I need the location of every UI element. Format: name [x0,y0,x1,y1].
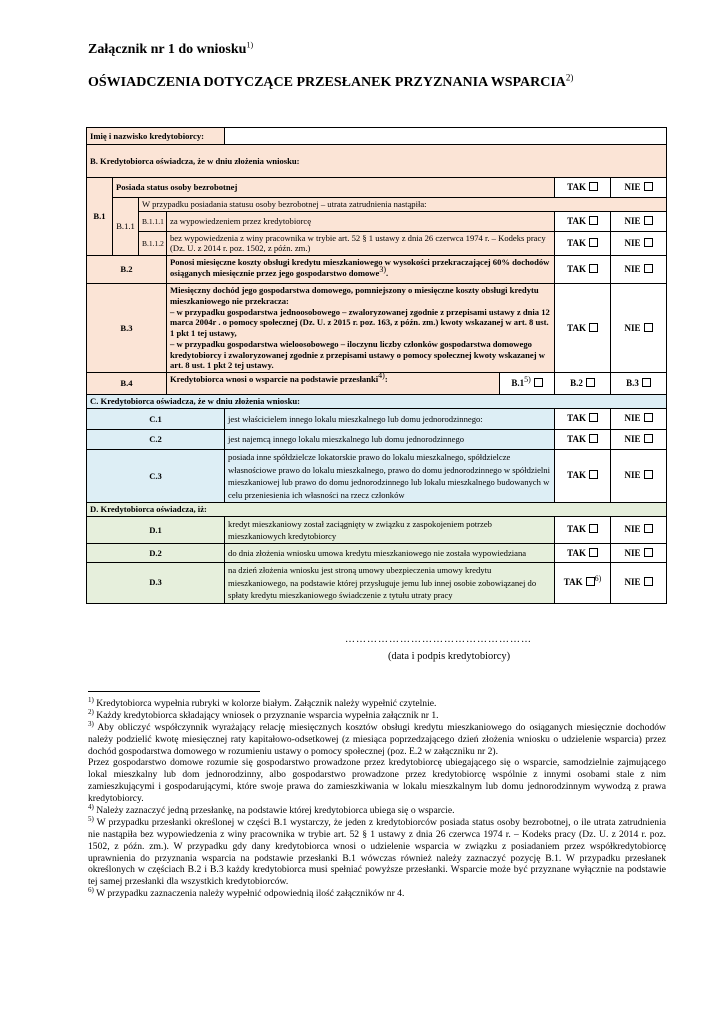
checkbox-icon[interactable] [586,378,595,387]
d1-nie[interactable]: NIE [611,517,667,544]
b2-code: B.2 [87,256,167,284]
footnote: $^{5)}$ W przypadku przesłanki określonej w części B.1 wystarczy, że jeden z kredytobiorców posiada status osoby bezrobotnej, o ile utrata zatrudnienia nie nastąpiła bez wypowiedzenia z winy pracownika w trybie art. 52 § 1 ustawy z dnia 26 czerwca 1974 r. – Kodeks pracy (Dz. U. z 2014 r. poz. 1502, z późn. zm.). W przypadku gdy dany kredytobiorca wnosi o udzielenie wsparcia w związku z posiadaniem przez współkredytobiorcę uprawnienia do przyznania wsparcia na podstawie przesłanki B.1 wówczas również należy zaznaczyć pozycję B.1. W przypadku przesłanek określonych w częściach B.2 i B.3 każdy kredytobiorca musi spełniać powyższe przesłanki. Wsparcie może być przyznane wyłącznie na podstawie tej samej przesłanki dla wszystkich kredytobiorców. [88,814,666,888]
b112-code: B.1.1.2 [139,231,167,255]
attachment-title: Załącznik nr 1 do wniosku$^{1)}$ [88,40,254,57]
b112-tak[interactable]: TAK [555,231,611,255]
section-c-header: C. Kredytobiorca oświadcza, że w dniu złożenia wniosku: [87,395,667,409]
footnote-divider [88,691,260,692]
d3-nie[interactable]: NIE [611,563,667,603]
name-label: Imię i nazwisko kredytobiorcy: [87,128,225,145]
checkbox-icon[interactable] [589,470,598,479]
name-row [87,128,667,145]
checkbox-icon[interactable] [644,216,653,225]
c2-code: C.2 [87,430,225,450]
b2-tak[interactable]: TAK [555,256,611,284]
footnote: $^{4)}$ Należy zaznaczyć jedną przesłankę, na podstawie której kredytobiorca ubiega się o wsparcie. [88,802,455,817]
checkbox-icon[interactable] [534,378,543,387]
c1-nie[interactable]: NIE [611,409,667,430]
checkbox-icon[interactable] [644,577,653,586]
checkbox-icon[interactable] [644,524,653,533]
checkbox-icon[interactable] [589,524,598,533]
section-b-header: B. Kredytobiorca oświadcza, że w dniu złożenia wniosku: [87,145,667,178]
footnote: $^{6)}$ W przypadku zaznaczenia należy wypełnić odpowiednią ilość załączników nr 4. [88,886,405,900]
d2-code: D.2 [87,544,225,563]
b1-tak[interactable]: TAK [555,178,611,198]
d1-text: kredyt mieszkaniowy został zaciągnięty w związku z zaspokojeniem potrzeb mieszkaniowych kredytobiorcy [225,517,555,544]
checkbox-icon[interactable] [644,470,653,479]
b4-text: Kredytobiorca wnosi o wsparcie na podstawie przesłanki$^{4)}$: [167,373,500,395]
b4-option-b3[interactable]: B.3 [611,373,667,395]
footnote: $^{1)}$ Kredytobiorca wypełnia rubryki w kolorze białym. Załącznik należy wypełnić czytelnie. [88,695,437,709]
b3-tak[interactable]: TAK [555,284,611,373]
c1-tak[interactable]: TAK [555,409,611,430]
c1-code: C.1 [87,409,225,430]
c3-code: C.3 [87,450,225,503]
b112-text: bez wypowiedzenia z winy pracownika w trybie art. 52 § 1 ustawy z dnia 26 czerwca 1974 r. – Kodeks pracy (Dz. U. z 2014 r. poz. 1502, z późn. zm.) [167,231,555,255]
footnote: $^{2)}$ Każdy kredytobiorca składający wniosek o przyznanie wsparcia wypełnia załącznik nr 1. [88,707,439,721]
d1-code: D.1 [87,517,225,544]
b112-nie[interactable]: NIE [611,231,667,255]
d2-text: do dnia złożenia wniosku umowa kredytu mieszkaniowego nie została wypowiedziana [225,544,555,563]
d2-tak[interactable]: TAK [555,544,611,563]
signature-label: (data i podpis kredytobiorcy) [388,651,511,662]
checkbox-icon[interactable] [644,548,653,557]
b1-text: Posiada status osoby bezrobotnej [113,178,555,198]
b111-code: B.1.1.1 [139,211,167,231]
checkbox-icon[interactable] [586,577,595,586]
checkbox-icon[interactable] [589,182,598,191]
footnotes [88,695,666,900]
footnote: Przez gospodarstwo domowe rozumie się gospodarstwo prowadzone przez kredytobiorcę ubiegającego się o wsparcie, samodzielnie zajmującego lokal mieszkalny lub dom jednorodzinny, albo gospodarstwo prowadzone przez kredytobiorcę wspólnie z innymi osobami stale z nim zamieszkującymi i gospodarującymi, które swoje prawa do zamieszkiwania w lokalu mieszkalnym lub domu jednorodzinnym wywodzą z prawa kredytobiorcy. [88,757,666,805]
b111-nie[interactable]: NIE [611,211,667,231]
b111-text: za wypowiedzeniem przez kredytobiorcę [167,211,555,231]
checkbox-icon[interactable] [642,378,651,387]
b3-code: B.3 [87,284,167,373]
c2-text: jest najemcą innego lokalu mieszkalnego lub domu jednorodzinnego [225,430,555,450]
signature-line: …………………………………………… [345,634,532,645]
b3-text: Miesięczny dochód jego gospodarstwa domowego, pomniejszony o miesięczne koszty obsługi kredytu mieszkaniowego nie przekracza: – w przypadku gospodarstwa jednoosobowego – zwaloryzowanej zgodnie z przepisami ustawy z dnia 12 marca 2004r . o pomocy społecznej (Dz. U. z 2015 r. poz. 163, z późn. zm.) kwoty wskazanej w art. 8 ust. 1 pkt 1 tej ustawy, – w przypadku gospodarstwa wieloosobowego – iloczynu liczby członków gospodarstwa domowego kredytobiorcy i zwaloryzowanej zgodnie z przepisami ustawy o pomocy społecznej kwoty wskazanej w art. 8 ust. 1 pkt 2 tej ustawy. [167,284,555,373]
footnote: $^{3)}$ Aby obliczyć współczynnik wyrażający relację miesięcznych kosztów obsługi kredytu mieszkaniowego do osiąganych miesięcznie dochodów należy podzielić kwotę miesięcznej raty kapitałowo-odsetkowej (z miesiąca poprzedzającego dzień złożenia wniosku o udzielenie wsparcia) przez dochód gospodarstwa domowego w rozumieniu ustawy o pomocy społecznej (poz. E.2 w załączniku nr 2). [88,719,666,757]
c3-nie[interactable]: NIE [611,450,667,503]
d1-tak[interactable]: TAK [555,517,611,544]
c3-text: posiada inne spółdzielcze lokatorskie prawo do lokalu mieszkalnego, spółdzielcze własnościowe prawo do lokalu mieszkalnego, prawo do domu jednorodzinnego w spółdzielni mieszkaniowej lub prawo do domu jednorodzinnego lub lokalu mieszkalnego budowanych w celu przeniesienia ich własności na rzecz członków [225,450,555,503]
section-d-header: D. Kredytobiorca oświadcza, iż: [87,503,667,517]
b1-nie[interactable]: NIE [611,178,667,198]
c1-text: jest właścicielem innego lokalu mieszkalnego lub domu jednorodzinnego: [225,409,555,430]
d3-text: na dzień złożenia wniosku jest stroną umowy ubezpieczenia umowy kredytu mieszkaniowego, na podstawie której przysługuje jemu lub innej osobie zobowiązanej do spłaty kredytu mieszkaniowego świadczenie z tytułu utraty pracy [225,563,555,603]
b11-code: B.1.1 [113,198,139,256]
checkbox-icon[interactable] [644,434,653,443]
checkbox-icon[interactable] [589,413,598,422]
checkbox-icon[interactable] [589,548,598,557]
b2-nie[interactable]: NIE [611,256,667,284]
b111-tak[interactable]: TAK [555,211,611,231]
b4-option-b2[interactable]: B.2 [555,373,611,395]
declaration-table [86,127,667,604]
checkbox-icon[interactable] [589,264,598,273]
b2-text: Ponosi miesięczne koszty obsługi kredytu mieszkaniowego w wysokości przekraczającej 60% dochodów osiąganych miesięcznie przez jego gospodarstwo domowe$^{3)}$. [167,256,555,284]
d3-code: D.3 [87,563,225,603]
checkbox-icon[interactable] [644,264,653,273]
checkbox-icon[interactable] [644,238,653,247]
checkbox-icon[interactable] [644,182,653,191]
form-heading: OŚWIADCZENIA DOTYCZĄCE PRZESŁANEK PRZYZNANIA WSPARCIA$^{2)}$ [88,72,574,90]
checkbox-icon[interactable] [589,434,598,443]
b3-nie[interactable]: NIE [611,284,667,373]
b4-code: B.4 [87,373,167,395]
b11-text: W przypadku posiadania statusu osoby bezrobotnej – utrata zatrudnienia nastąpiła: [139,198,667,212]
c2-nie[interactable]: NIE [611,430,667,450]
d2-nie[interactable]: NIE [611,544,667,563]
c2-tak[interactable]: TAK [555,430,611,450]
name-input[interactable] [225,128,667,145]
d3-tak[interactable]: TAK $^{6)}$ [555,563,611,603]
checkbox-icon[interactable] [589,238,598,247]
checkbox-icon[interactable] [644,413,653,422]
b4-option-b1[interactable]: B.1$^{5)}$ [500,373,555,395]
checkbox-icon[interactable] [589,216,598,225]
c3-tak[interactable]: TAK [555,450,611,503]
checkbox-icon[interactable] [589,323,598,332]
b1-code: B.1 [87,178,113,256]
checkbox-icon[interactable] [644,323,653,332]
